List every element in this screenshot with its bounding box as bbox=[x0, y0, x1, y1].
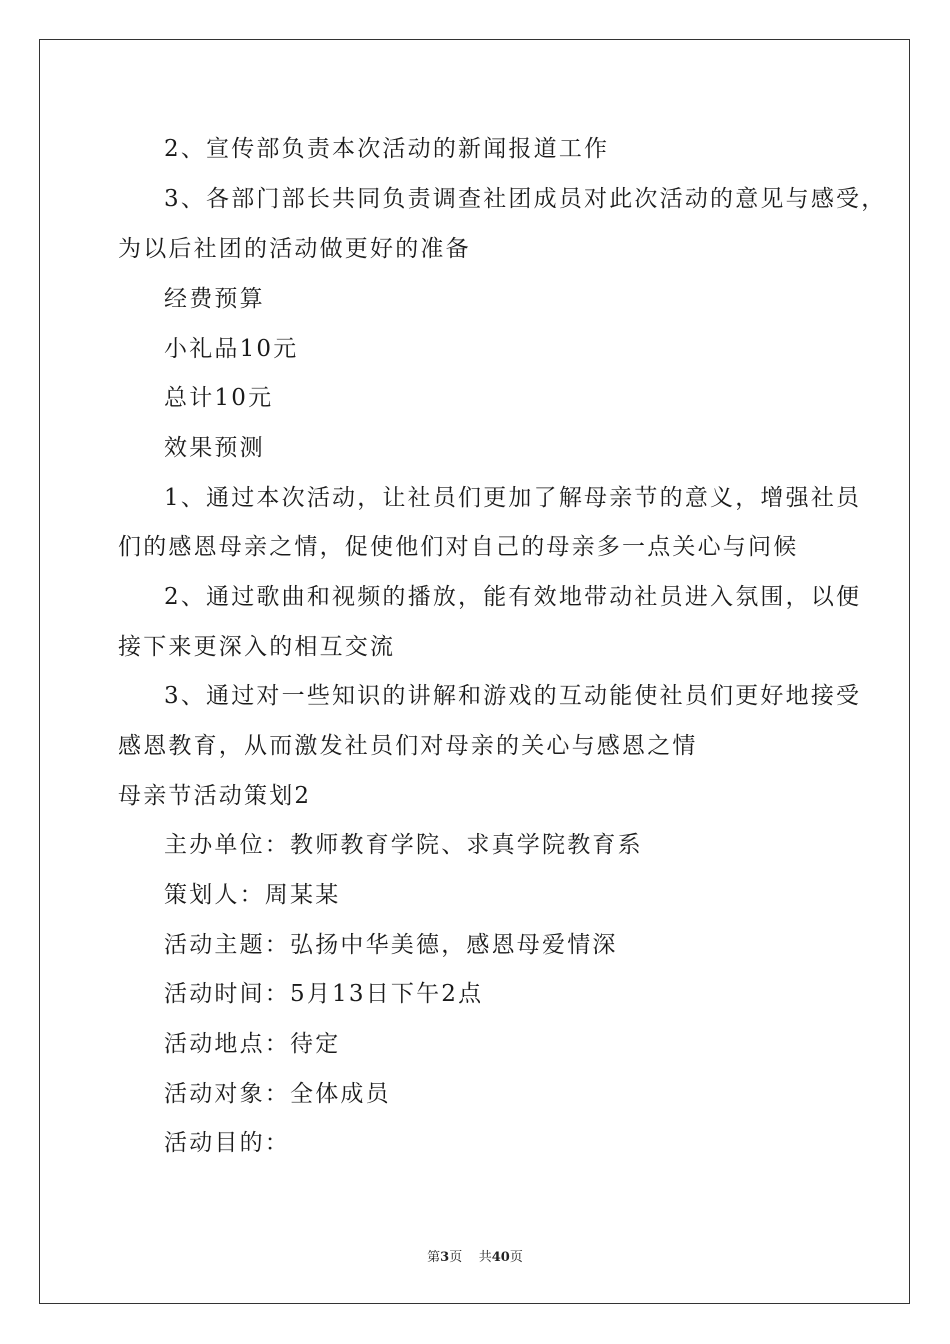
text-line: 3、各部门部长共同负责调查社团成员对此次活动的意见与感受， bbox=[164, 186, 887, 212]
total-suffix: 页 bbox=[509, 1250, 523, 1265]
section-heading: 效果预测 bbox=[164, 435, 265, 461]
page-border bbox=[39, 39, 910, 1304]
text-line: 小礼品10元 bbox=[164, 336, 299, 362]
total-pages: 40 bbox=[491, 1250, 510, 1265]
text-line: 总计10元 bbox=[164, 385, 274, 411]
text-line: 活动时间：5月13日下午2点 bbox=[164, 981, 484, 1007]
text-line: 策划人：周某某 bbox=[164, 882, 341, 908]
text-line: 感恩教育，从而激发社员们对母亲的关心与感恩之情 bbox=[118, 733, 698, 759]
document-title: 母亲节活动策划2 bbox=[118, 783, 312, 809]
text-line: 3、通过对一些知识的讲解和游戏的互动能使社员们更好地接受 bbox=[164, 683, 862, 709]
page-prefix: 第 bbox=[427, 1250, 441, 1265]
text-line: 接下来更深入的相互交流 bbox=[118, 634, 396, 660]
text-line: 主办单位：教师教育学院、求真学院教育系 bbox=[164, 832, 643, 858]
page-suffix: 页 bbox=[449, 1250, 463, 1265]
total-prefix: 共 bbox=[478, 1250, 492, 1265]
section-heading: 经费预算 bbox=[164, 286, 265, 312]
text-line: 活动主题：弘扬中华美德，感恩母爱情深 bbox=[164, 932, 618, 958]
text-line: 活动对象：全体成员 bbox=[164, 1081, 391, 1107]
text-line: 1、通过本次活动，让社员们更加了解母亲节的意义，增强社员 bbox=[164, 485, 862, 511]
text-line: 2、宣传部负责本次活动的新闻报道工作 bbox=[164, 136, 610, 162]
text-line: 活动地点：待定 bbox=[164, 1031, 341, 1057]
page-footer bbox=[0, 1246, 950, 1265]
text-line: 2、通过歌曲和视频的播放，能有效地带动社员进入氛围，以便 bbox=[164, 584, 862, 610]
text-line: 活动目的： bbox=[164, 1130, 290, 1156]
text-line: 们的感恩母亲之情，促使他们对自己的母亲多一点关心与问候 bbox=[118, 534, 799, 560]
text-line: 为以后社团的活动做更好的准备 bbox=[118, 236, 471, 262]
page-number: 3 bbox=[440, 1250, 450, 1265]
